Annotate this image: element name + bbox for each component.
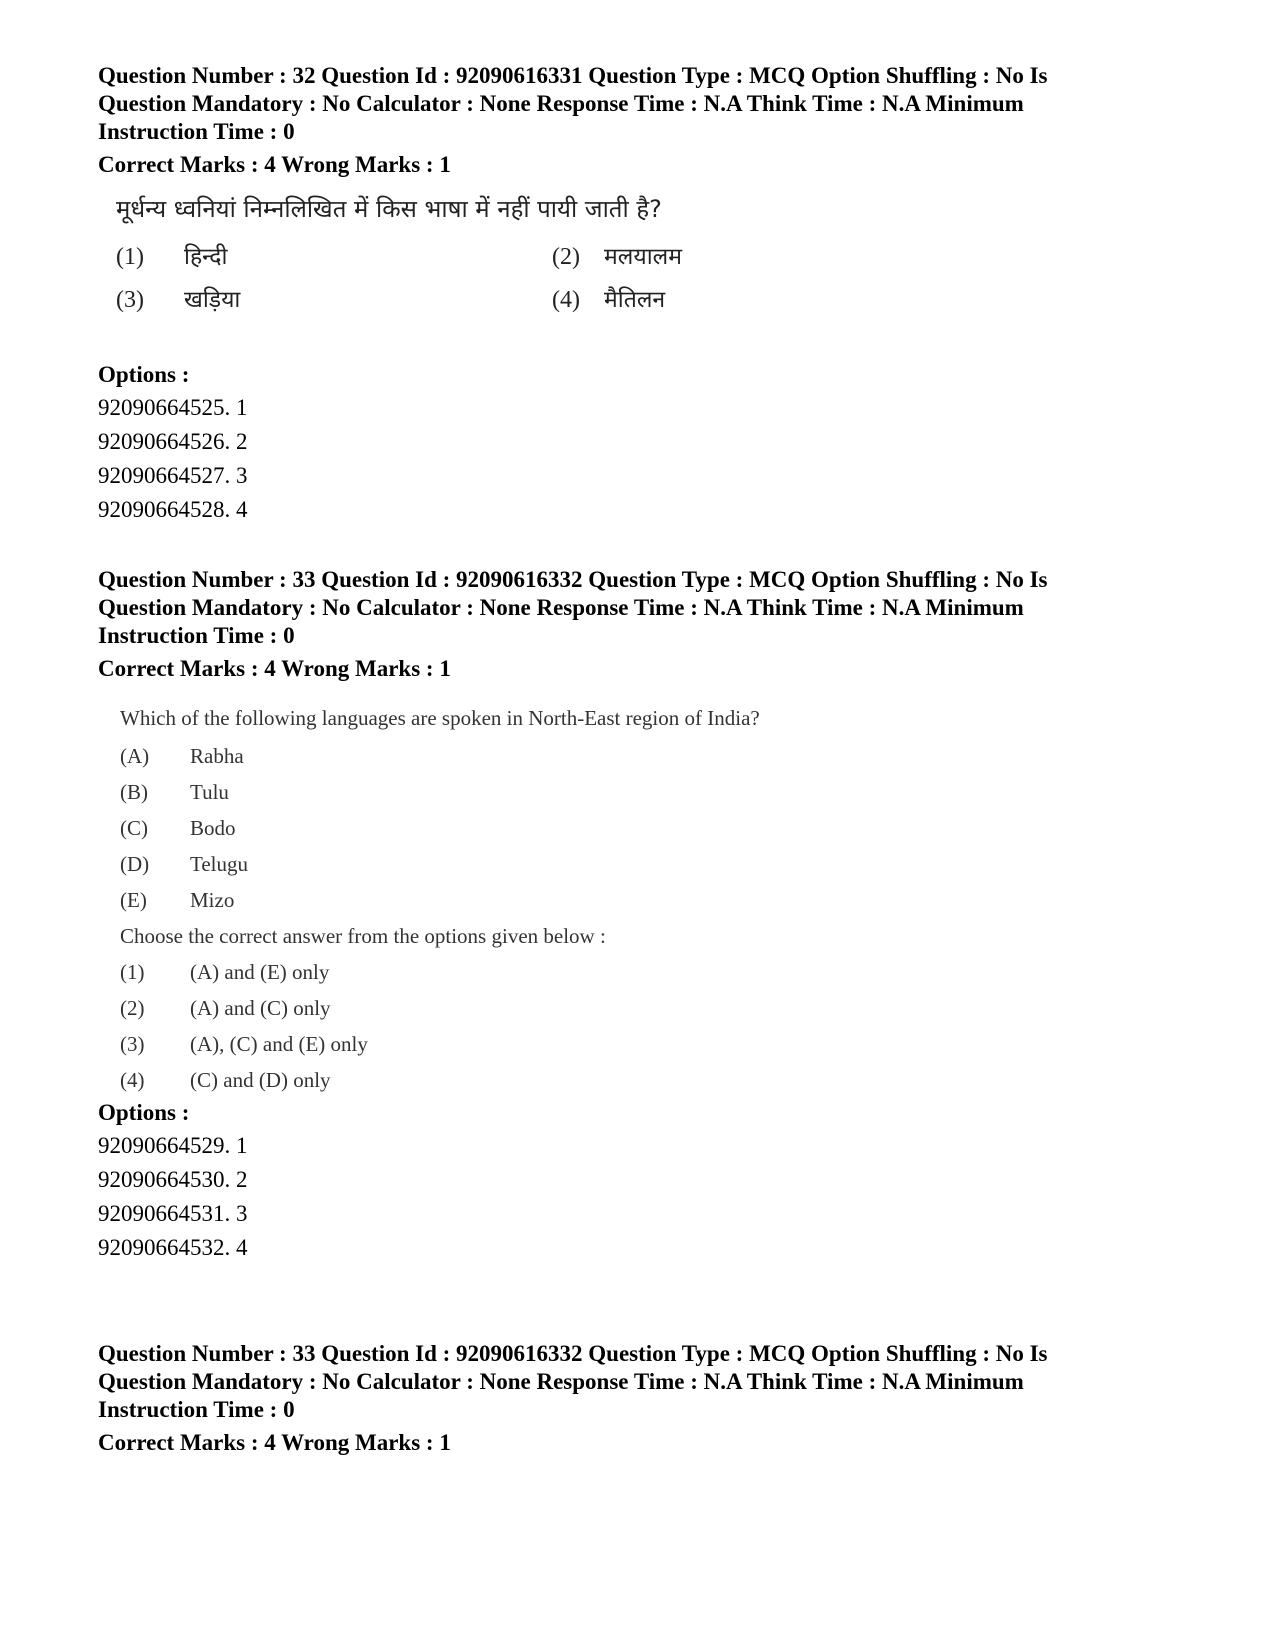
meta-line-1: Question Number : 33 Question Id : 92090616332 Question Type : MCQ Option Shuffling : No Is: [98, 567, 1048, 592]
option-2: 92090664526. 2: [98, 429, 248, 454]
question-image: [120, 698, 760, 1098]
marks-line: Correct Marks : 4 Wrong Marks : 1: [98, 152, 451, 177]
choice-4: (4) मैतिलन: [552, 287, 666, 313]
meta-line-2: Question Mandatory : No Calculator : None Response Time : N.A Think Time : N.A Minimum: [98, 595, 1024, 620]
question-33-repeat: [98, 1340, 1188, 1457]
choice-1: (1) (A) and (E) only: [120, 960, 330, 984]
option-3: 92090664527. 3: [98, 463, 248, 488]
question-32: [98, 62, 1188, 522]
choice-grid: [116, 239, 1188, 339]
choice-1: (1) हिन्दी: [116, 244, 228, 270]
choice-2: (2) (A) and (C) only: [120, 996, 331, 1020]
item-e: (E) Mizo: [120, 888, 235, 912]
meta-line-2: Question Mandatory : No Calculator : None Response Time : N.A Think Time : N.A Minimum: [98, 91, 1024, 116]
question-meta: [98, 62, 1188, 146]
instruction-text: Choose the correct answer from the options given below :: [120, 924, 606, 948]
question-meta: [98, 1340, 1188, 1424]
item-b: (B) Tulu: [120, 780, 229, 804]
option-2: 92090664530. 2: [98, 1167, 248, 1192]
meta-line-1: Question Number : 32 Question Id : 92090616331 Question Type : MCQ Option Shuffling : No Is: [98, 63, 1048, 88]
choice-list: [120, 954, 760, 1098]
choice-2: (2) मलयालम: [552, 244, 682, 270]
options-title: Options :: [98, 1100, 190, 1125]
question-text: Which of the following languages are spoken in North-East region of India?: [120, 706, 760, 730]
meta-line-2: Question Mandatory : No Calculator : None Response Time : N.A Think Time : N.A Minimum: [98, 1369, 1024, 1394]
options-title: Options :: [98, 362, 190, 387]
item-c: (C) Bodo: [120, 816, 236, 840]
option-1: 92090664525. 1: [98, 395, 248, 420]
marks-line: Correct Marks : 4 Wrong Marks : 1: [98, 656, 451, 681]
choice-3: (3) (A), (C) and (E) only: [120, 1032, 368, 1056]
option-4: 92090664528. 4: [98, 497, 248, 522]
option-1: 92090664529. 1: [98, 1133, 248, 1158]
item-a: (A) Rabha: [120, 744, 244, 768]
marks-line: Correct Marks : 4 Wrong Marks : 1: [98, 1430, 451, 1455]
question-image: [98, 189, 1188, 339]
question-33: [98, 566, 1188, 1260]
option-4: 92090664532. 4: [98, 1235, 248, 1260]
meta-line-3: Instruction Time : 0: [98, 623, 295, 648]
question-meta: [98, 566, 1188, 650]
choice-3: (3) खड़िया: [116, 287, 241, 313]
choice-4: (4) (C) and (D) only: [120, 1068, 331, 1092]
option-3: 92090664531. 3: [98, 1201, 248, 1226]
item-d: (D) Telugu: [120, 852, 249, 876]
item-list: [120, 738, 760, 918]
question-text: मूर्धन्य ध्वनियां निम्नलिखित में किस भाषा में नहीं पायी जाती है?: [116, 195, 662, 223]
meta-line-3: Instruction Time : 0: [98, 119, 295, 144]
meta-line-1: Question Number : 33 Question Id : 92090616332 Question Type : MCQ Option Shuffling : No Is: [98, 1341, 1048, 1366]
meta-line-3: Instruction Time : 0: [98, 1397, 295, 1422]
options-section: [98, 361, 248, 527]
options-section: [98, 1099, 248, 1265]
